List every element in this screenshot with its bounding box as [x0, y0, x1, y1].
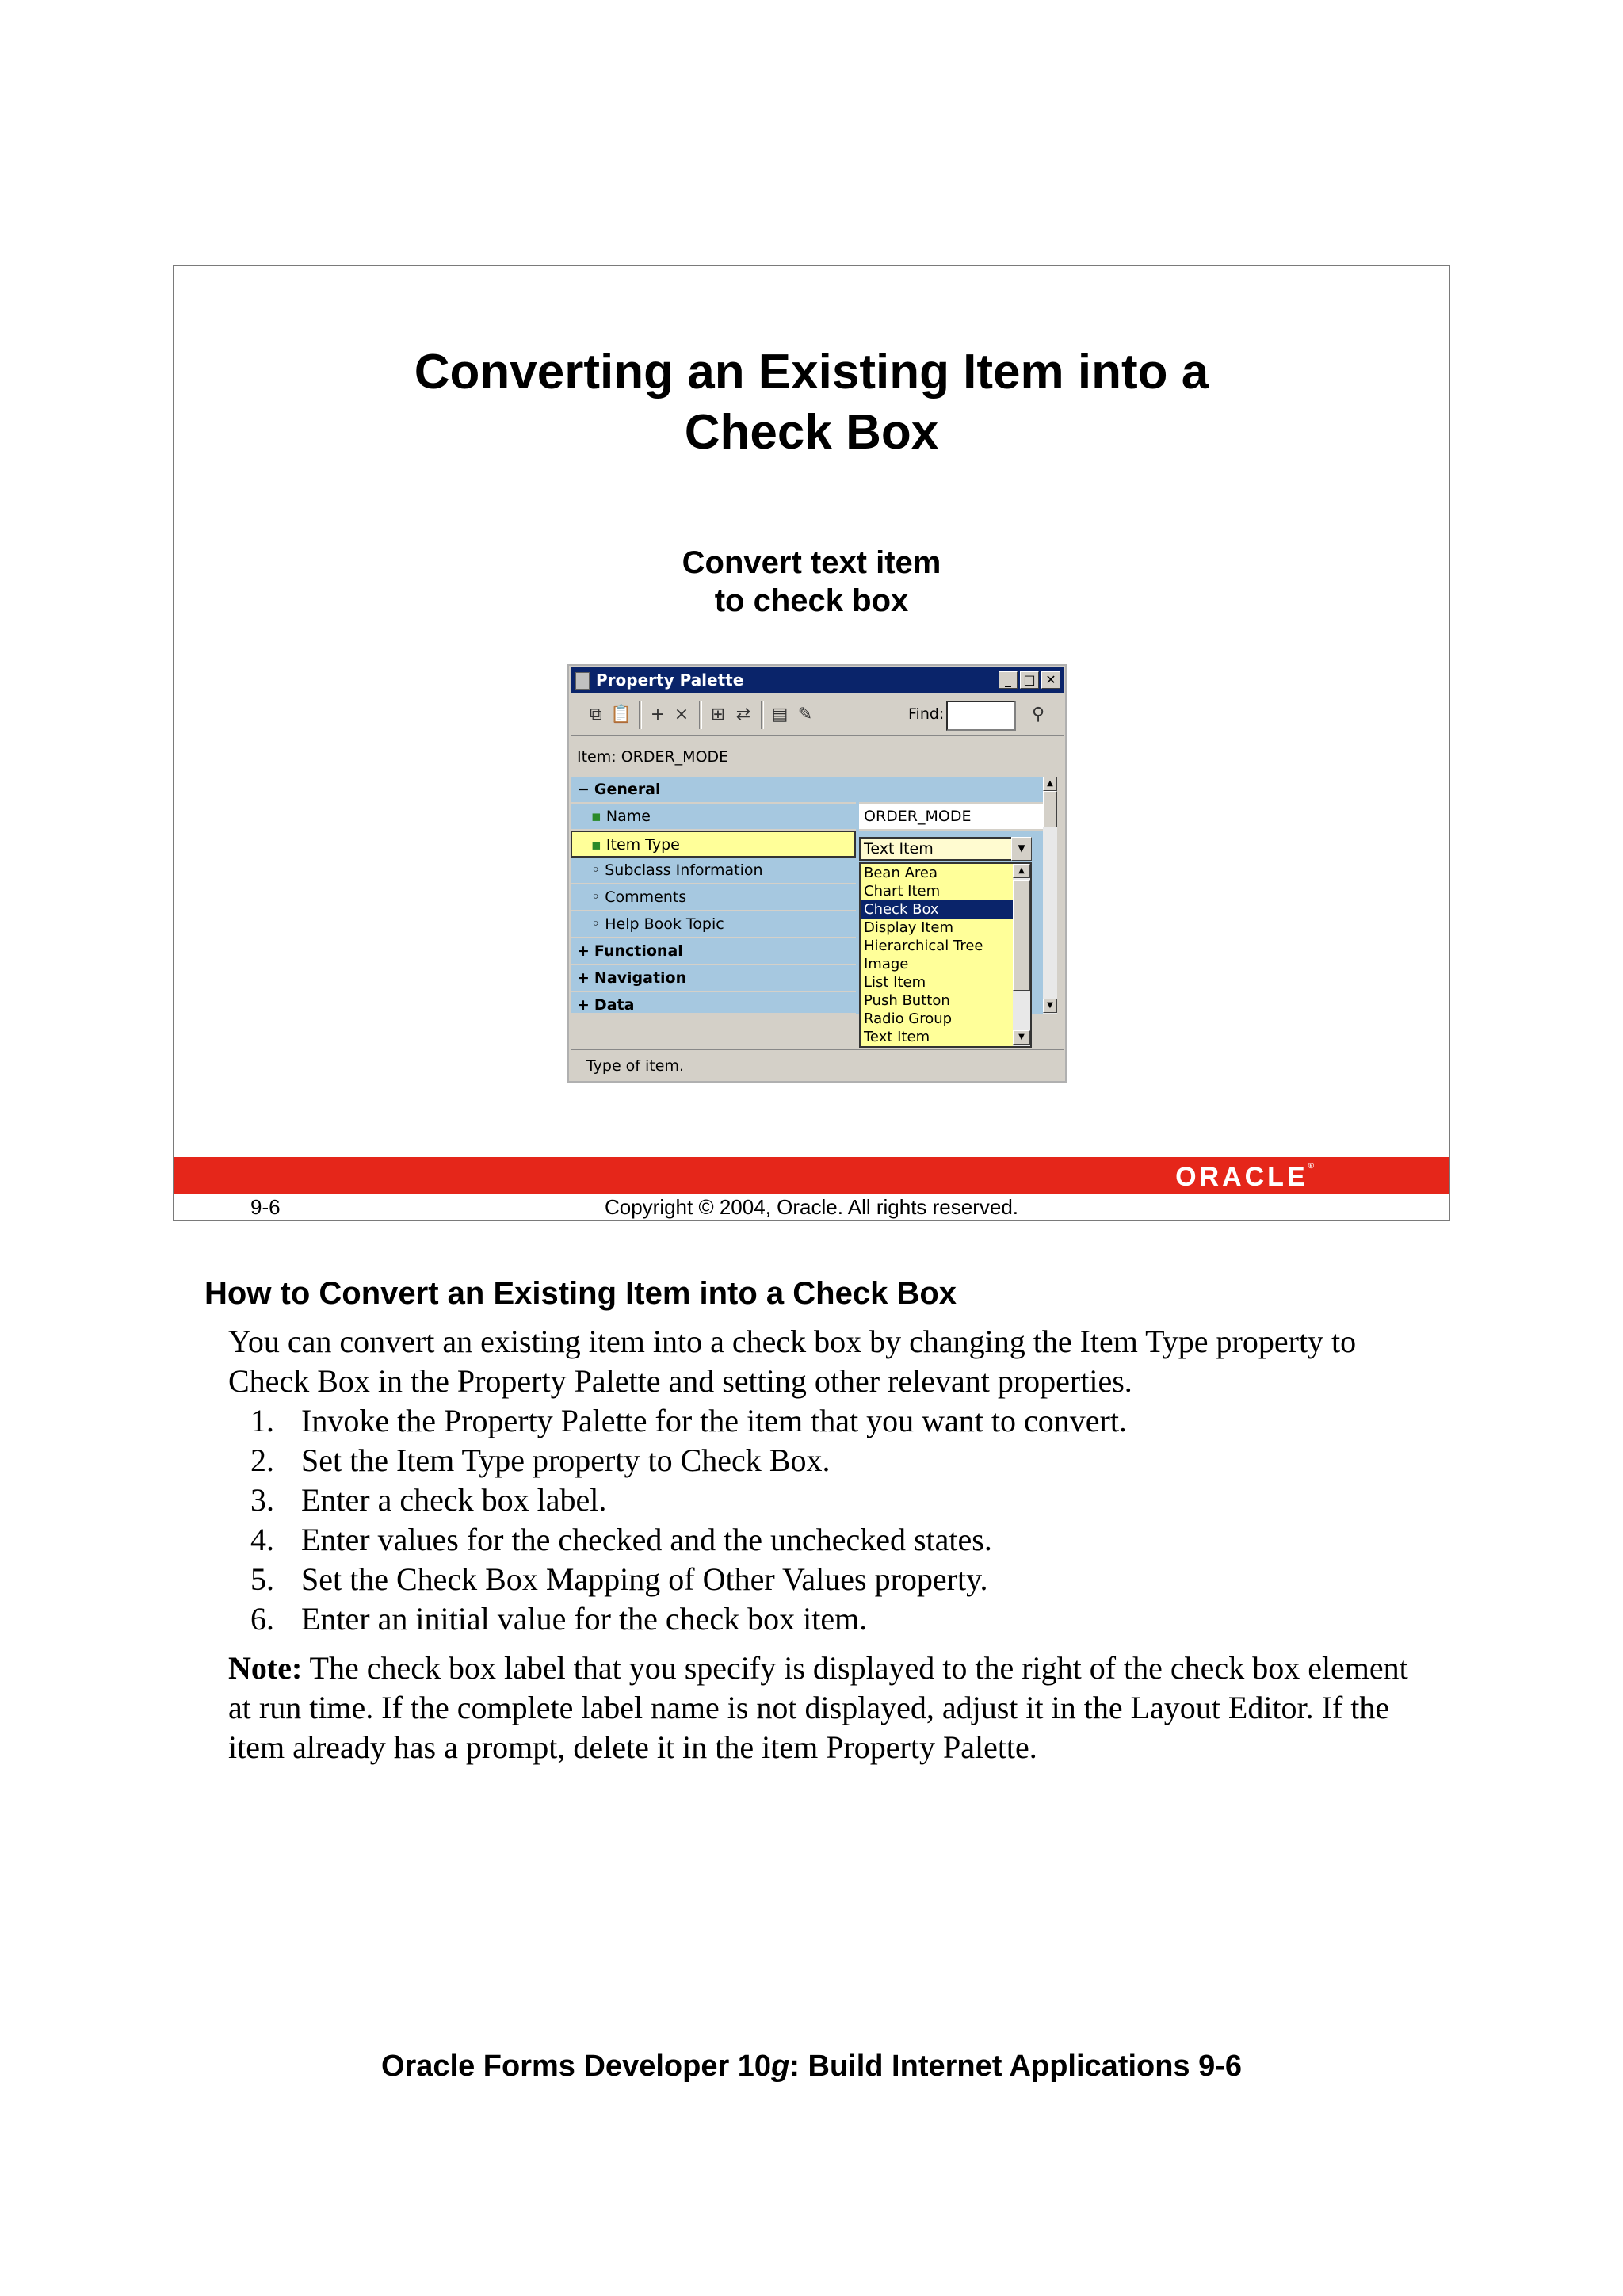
- list-item: 3. Enter a check box label.: [250, 1482, 607, 1518]
- grid-scroll-thumb[interactable]: [1043, 791, 1057, 827]
- minimize-icon[interactable]: _: [999, 671, 1018, 689]
- find-label: Find:: [908, 705, 945, 723]
- default-property-icon: ◦: [591, 861, 601, 879]
- window-titlebar[interactable]: [571, 667, 1064, 693]
- maximize-icon[interactable]: □: [1020, 671, 1039, 689]
- steps-list: [228, 1401, 1433, 1639]
- option-radio-group[interactable]: Radio Group: [864, 1010, 953, 1027]
- option-check-box[interactable]: Check Box: [861, 900, 1014, 919]
- list-item: 4. Enter values for the checked and the unchecked states.: [250, 1522, 992, 1557]
- slide-subtitle-line-2: to check box: [714, 583, 909, 618]
- note-label: Note:: [228, 1650, 303, 1686]
- oracle-logo: ORACLE®: [1175, 1162, 1314, 1192]
- palette-app-icon: [575, 672, 590, 690]
- collapse-icon[interactable]: −: [577, 781, 590, 798]
- property-item-type[interactable]: ▪ Item Type: [571, 831, 856, 858]
- option-image[interactable]: Image: [864, 956, 909, 972]
- option-display-item[interactable]: Display Item: [864, 919, 954, 936]
- expand-icon[interactable]: +: [577, 969, 590, 987]
- item-type-select[interactable]: Text Item ▼: [859, 837, 1032, 861]
- property-subclass-information[interactable]: ◦ Subclass Information: [571, 858, 856, 884]
- option-hierarchical-tree[interactable]: Hierarchical Tree: [864, 938, 983, 954]
- add-property-icon[interactable]: +: [650, 705, 666, 724]
- item-type-dropdown-list[interactable]: [859, 862, 1032, 1048]
- slide-red-bar: [174, 1157, 1449, 1194]
- slide-copyright: Copyright © 2004, Oracle. All rights reserved.: [604, 1195, 1019, 1219]
- find-input[interactable]: [946, 701, 1016, 731]
- list-item: 6. Enter an initial value for the check box item.: [250, 1601, 868, 1637]
- copy-properties-icon[interactable]: ⧉: [590, 705, 602, 724]
- slide-subtitle-line-1: Convert text item: [682, 545, 941, 580]
- property-name[interactable]: ▪ Name: [571, 804, 856, 831]
- freeze-icon[interactable]: ✎: [797, 705, 813, 724]
- list-item: 2. Set the Item Type property to Check Box.: [250, 1442, 831, 1478]
- grid-scrollbar[interactable]: [1043, 777, 1057, 1014]
- scroll-up-icon[interactable]: ▲: [1043, 777, 1057, 791]
- paste-properties-icon[interactable]: 📋: [610, 705, 632, 724]
- slide-footer: [174, 1194, 1449, 1221]
- default-property-icon: ◦: [591, 888, 601, 906]
- delete-property-icon[interactable]: ×: [674, 705, 689, 724]
- search-icon[interactable]: ⚲: [1031, 705, 1045, 724]
- dropdown-scrollbar[interactable]: [1013, 864, 1030, 1046]
- scroll-down-icon[interactable]: ▼: [1043, 999, 1057, 1013]
- toolbar-separator: [639, 701, 642, 729]
- category-navigation[interactable]: + Navigation: [571, 965, 856, 992]
- current-item-label: Item: ORDER_MODE: [577, 748, 729, 766]
- changed-property-icon: ▪: [591, 836, 601, 854]
- list-item: 5. Set the Check Box Mapping of Other Values property.: [250, 1561, 988, 1597]
- changed-property-icon: ▪: [591, 808, 601, 825]
- default-property-icon: ◦: [591, 915, 601, 933]
- option-list-item[interactable]: List Item: [864, 974, 926, 991]
- option-text-item[interactable]: Text Item: [864, 1029, 930, 1045]
- status-bar: Type of item.: [571, 1049, 1064, 1082]
- slide-number: 9-6: [250, 1195, 281, 1219]
- option-chart-item[interactable]: Chart Item: [864, 883, 941, 900]
- palette-toolbar: [571, 694, 1064, 736]
- property-class-icon[interactable]: ⊞: [710, 705, 726, 724]
- chevron-down-icon[interactable]: ▼: [1011, 837, 1032, 861]
- expand-icon[interactable]: +: [577, 996, 590, 1014]
- inherit-icon[interactable]: ⇄: [735, 705, 751, 724]
- option-push-button[interactable]: Push Button: [864, 992, 950, 1009]
- close-icon[interactable]: ✕: [1041, 671, 1060, 689]
- property-comments[interactable]: ◦ Comments: [571, 884, 856, 911]
- list-item: 1. Invoke the Property Palette for the item that you want to convert.: [250, 1403, 1127, 1438]
- property-palette-window: [567, 664, 1067, 1083]
- slide-title-line-2: Check Box: [684, 405, 939, 460]
- category-functional[interactable]: + Functional: [571, 938, 856, 965]
- expand-icon[interactable]: +: [577, 942, 590, 960]
- notes-heading: How to Convert an Existing Item into a Check Box: [204, 1276, 957, 1311]
- notes-body: [228, 1322, 1433, 1767]
- scroll-down-icon[interactable]: ▼: [1013, 1030, 1030, 1045]
- toolbar-separator: [699, 701, 702, 729]
- notes-intro: You can convert an existing item into a check box by changing the Item Type property to Check Box in the Property Palette and setting other relevant properties.: [228, 1324, 1357, 1399]
- dropdown-scroll-thumb[interactable]: [1013, 880, 1030, 991]
- slide-title-line-1: Converting an Existing Item into a: [414, 345, 1209, 399]
- toolbar-separator: [761, 701, 764, 729]
- option-bean-area[interactable]: Bean Area: [864, 865, 938, 881]
- scroll-up-icon[interactable]: ▲: [1013, 864, 1030, 878]
- name-value[interactable]: ORDER_MODE: [859, 804, 1043, 831]
- property-help-book-topic[interactable]: ◦ Help Book Topic: [571, 911, 856, 938]
- slide-subtitle: [174, 544, 1449, 620]
- note-paragraph: Note: The check box label that you specify is displayed to the right of the check box element at run time. If the complete label name is not displayed, adjust it in the Layout Editor. If the item already has a prompt, delete it in the item Property Palette.: [228, 1650, 1408, 1765]
- page-footer: Oracle Forms Developer 10g: Build Internet Applications 9-6: [380, 2050, 1243, 2083]
- window-title: Property Palette: [596, 670, 744, 690]
- category-data[interactable]: + Data: [571, 992, 856, 1014]
- category-general[interactable]: − General: [571, 777, 856, 804]
- category-general-value: [859, 777, 1043, 804]
- slide-title: [174, 342, 1449, 463]
- intersection-icon[interactable]: ▤: [771, 705, 789, 724]
- property-grid: [571, 777, 1056, 1045]
